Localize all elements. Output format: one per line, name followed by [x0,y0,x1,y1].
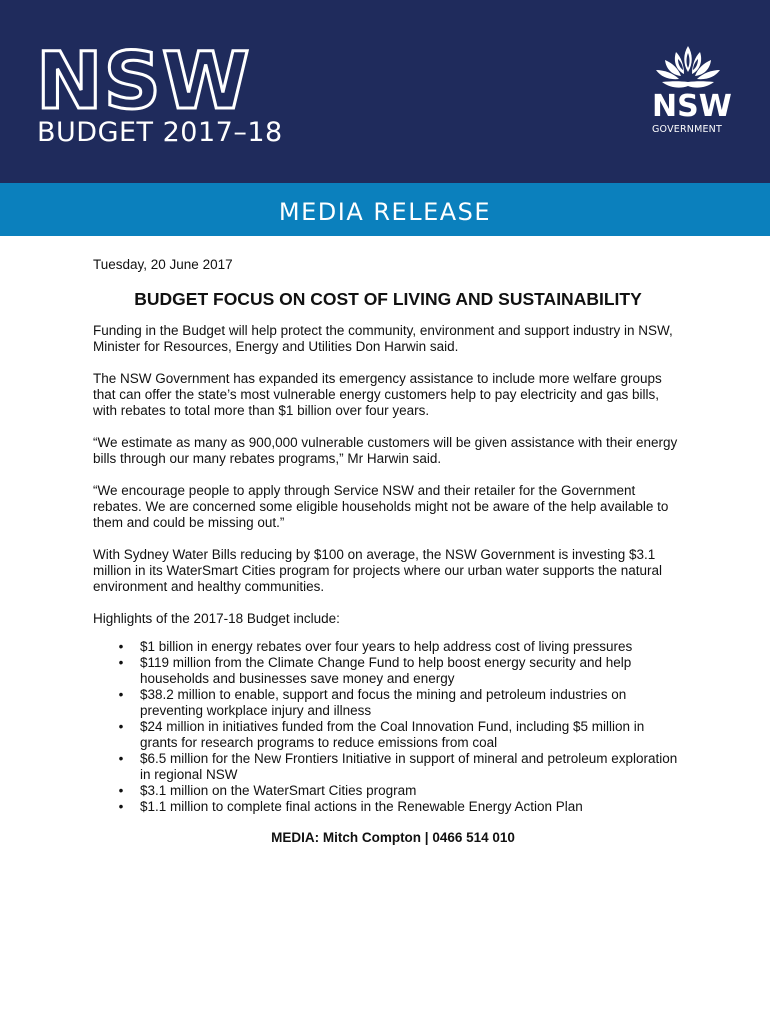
gov-logo-government: GOVERNMENT [652,124,722,135]
bullet-icon: • [118,639,124,654]
list-item-text: $24 million in initiatives funded from the Coal Innovation Fund, including $5 million in grants for research programs to reduce emissions from coal [140,719,645,750]
list-item [115,799,683,815]
bullet-icon: • [118,687,124,702]
media-release-banner [0,183,770,236]
body-paragraph: With Sydney Water Bills reducing by $100 on average, the NSW Government is investing $3.1 million in its WaterSmart Cities program for projects where our urban water supports the natural environment and healthy communities. [93,547,662,594]
list-item-text: $38.2 million to enable, support and focus the mining and petroleum industries on preventing workplace injury and illness [140,687,627,718]
list-item-text: $3.1 million on the WaterSmart Cities program [140,783,417,798]
waratah-flower-icon [652,44,724,90]
bullet-icon: • [118,655,124,670]
list-item [115,783,683,799]
list-item [115,687,683,719]
budget-year-label: BUDGET 2017–18 [37,117,283,148]
media-release-title: MEDIA RELEASE [278,197,492,226]
list-item [115,719,683,751]
list-item-text: $1 billion in energy rebates over four years to help address cost of living pressures [140,639,633,654]
media-contact: MEDIA: Mitch Compton | 0466 514 010 [271,830,515,845]
list-item [115,639,683,655]
list-item [115,655,683,687]
list-item [115,751,683,783]
highlights-intro: Highlights of the 2017-18 Budget include: [93,611,340,626]
list-item-text: $6.5 million for the New Frontiers Initiative in support of mineral and petroleum exploration in regional NSW [140,751,678,782]
release-headline: BUDGET FOCUS ON COST OF LIVING AND SUSTAINABILITY [134,289,642,309]
body-paragraph: “We encourage people to apply through Service NSW and their retailer for the Government rebates. We are concerned some eligible households might not be aware of the help available to them and could be missing out.” [93,483,669,530]
release-date: Tuesday, 20 June 2017 [93,257,233,272]
brand-nsw-wordmark: NSW [36,37,251,127]
bullet-icon: • [118,751,124,766]
body-paragraph: Funding in the Budget will help protect the community, environment and support industry in NSW, Minister for Resources, Energy and Utilities Don Harwin said. [93,323,673,354]
body-paragraph: “We estimate as many as 900,000 vulnerable customers will be given assistance with their energy bills through our many rebates programs,” Mr Harwin said. [93,435,678,466]
bullet-icon: • [118,799,124,814]
bullet-icon: • [118,783,124,798]
list-item-text: $119 million from the Climate Change Fund to help boost energy security and help households and businesses save money and energy [140,655,632,686]
release-body [93,256,683,847]
gov-logo-nsw: NSW [652,89,732,124]
body-paragraph: The NSW Government has expanded its emergency assistance to include more welfare groups that can offer the state’s most vulnerable energy customers help to pay electricity and gas bills, with rebates to total more than $1 billion over four years. [93,371,662,418]
highlights-list [93,639,683,815]
bullet-icon: • [118,719,124,734]
list-item-text: $1.1 million to complete final actions in the Renewable Energy Action Plan [140,799,583,814]
nsw-government-logo [640,44,736,140]
budget-header [0,0,770,183]
